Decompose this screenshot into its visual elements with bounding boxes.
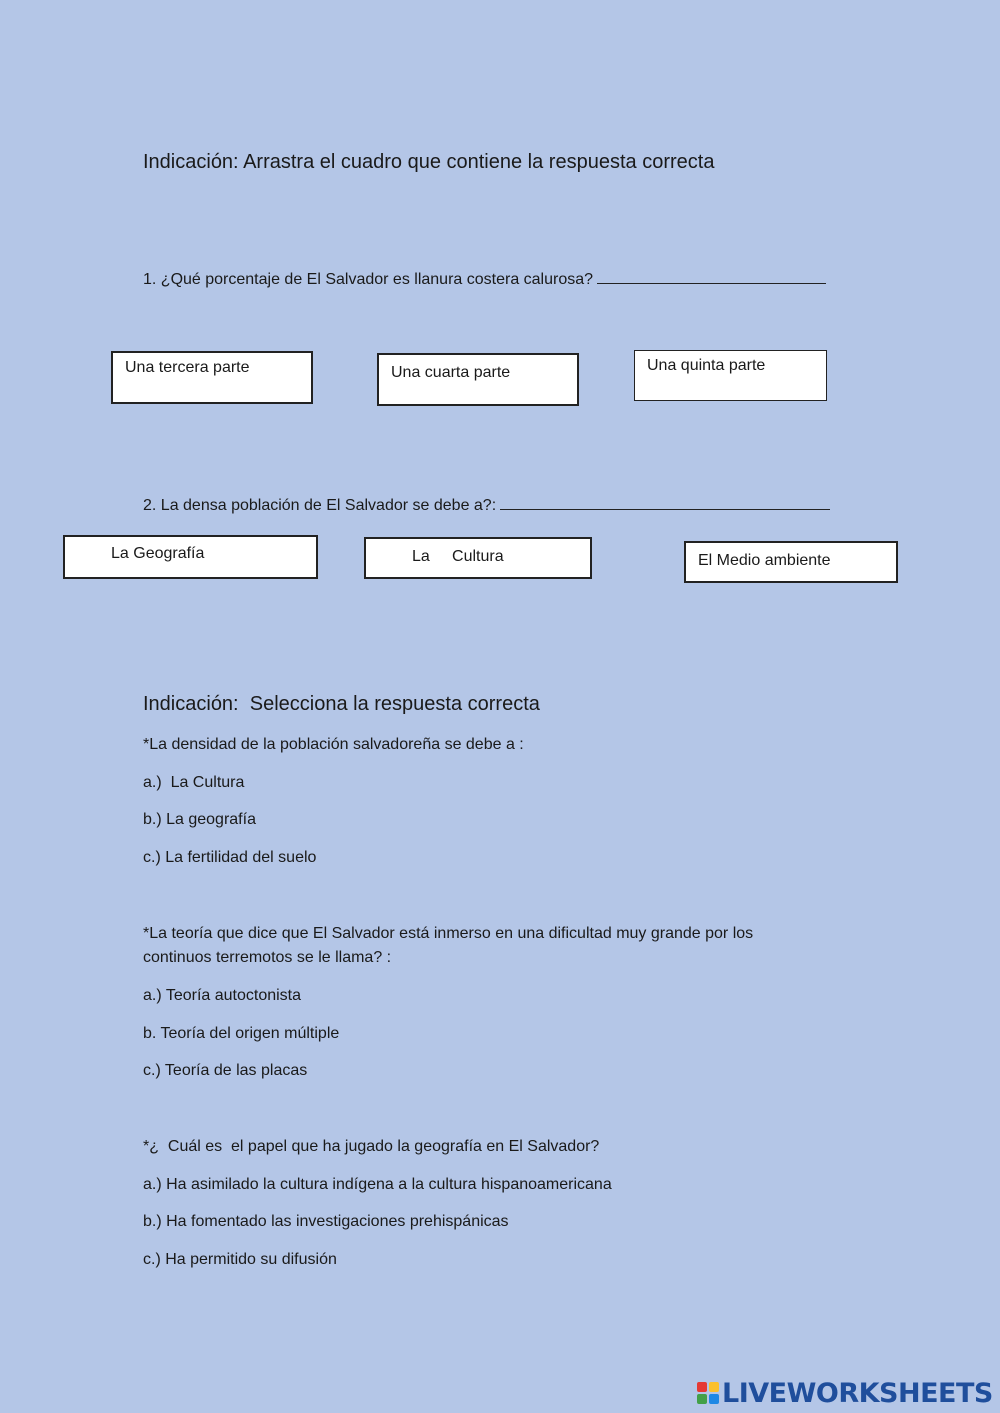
answer-box-el-medio-ambiente[interactable]: El Medio ambiente: [684, 541, 898, 583]
mc-question-1: *La densidad de la población salvadoreña se debe a :: [143, 736, 524, 753]
mc-question-1-option-b[interactable]: b.) La geografía: [143, 811, 256, 828]
mc-question-1-option-a[interactable]: a.) La Cultura: [143, 774, 245, 791]
mc-question-2-option-c[interactable]: c.) Teoría de las placas: [143, 1062, 308, 1079]
answer-box-la-cultura[interactable]: La Cultura: [364, 537, 592, 579]
answer-box-la-geografia[interactable]: La Geografía: [63, 535, 318, 579]
question-2: [143, 495, 830, 515]
brand-name: LIVEWORKSHEETS: [722, 1377, 993, 1409]
mc-question-2-option-b[interactable]: b. Teoría del origen múltiple: [143, 1025, 340, 1042]
liveworksheets-logo: [697, 1378, 993, 1408]
mc-question-2-line-2: continuos terremotos se le llama? :: [143, 949, 392, 966]
question-1-drop-zone[interactable]: [597, 269, 826, 284]
mc-question-3: *¿ Cuál es el papel que ha jugado la geografía en El Salvador?: [143, 1138, 600, 1155]
question-1-text: 1. ¿Qué porcentaje de El Salvador es llanura costera calurosa?: [143, 271, 594, 288]
answer-box-una-tercera-parte[interactable]: Una tercera parte: [111, 351, 313, 404]
question-2-text: 2. La densa población de El Salvador se debe a?:: [143, 497, 497, 514]
answer-box-una-cuarta-parte[interactable]: Una cuarta parte: [377, 353, 579, 406]
drag-instruction: Indicación: Arrastra el cuadro que contiene la respuesta correcta: [143, 151, 715, 173]
mc-question-3-option-a[interactable]: a.) Ha asimilado la cultura indígena a la cultura hispanoamericana: [143, 1176, 612, 1193]
answer-box-una-quinta-parte[interactable]: Una quinta parte: [634, 350, 827, 401]
liveworksheets-mark-icon: [697, 1382, 719, 1404]
mc-question-2-line-1: *La teoría que dice que El Salvador está inmerso en una dificultad muy grande por los: [143, 925, 754, 942]
select-instruction: Indicación: Selecciona la respuesta correcta: [143, 693, 540, 715]
mc-question-1-option-c[interactable]: c.) La fertilidad del suelo: [143, 849, 317, 866]
question-1: [143, 269, 826, 289]
mc-question-3-option-b[interactable]: b.) Ha fomentado las investigaciones prehispánicas: [143, 1213, 509, 1230]
question-2-drop-zone[interactable]: [500, 495, 830, 510]
mc-question-2-option-a[interactable]: a.) Teoría autoctonista: [143, 987, 302, 1004]
mc-question-3-option-c[interactable]: c.) Ha permitido su difusión: [143, 1251, 337, 1268]
